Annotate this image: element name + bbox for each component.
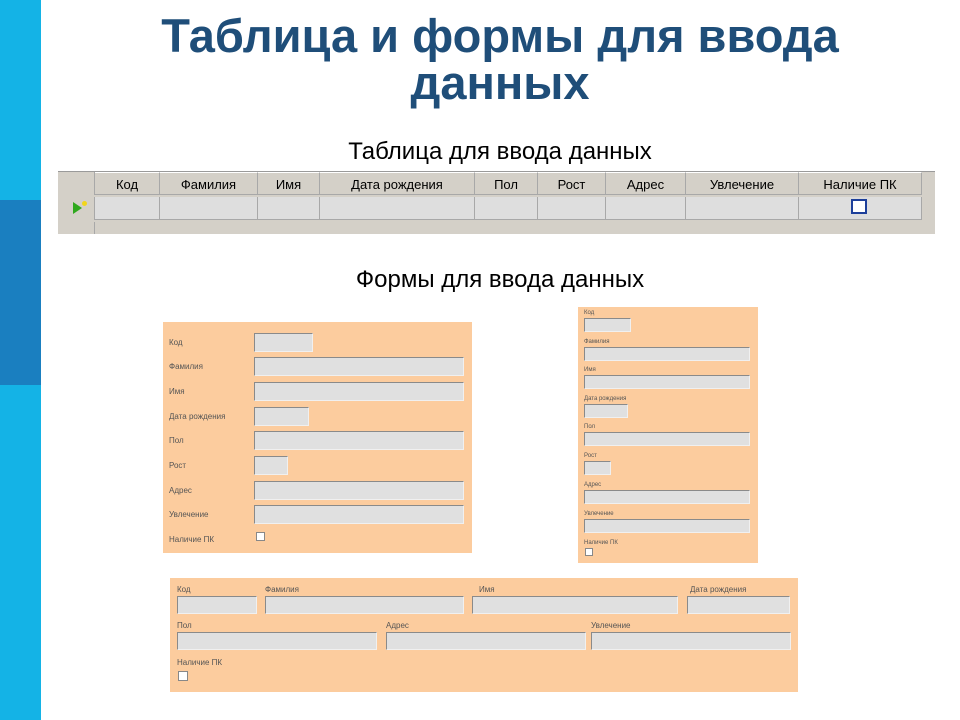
form3-field-pol[interactable] bbox=[177, 632, 377, 650]
form3-label-uvlechenie: Увлечение bbox=[591, 621, 631, 630]
form2-label-familiya: Фамилия bbox=[584, 339, 610, 345]
column-header-nalichie-pk[interactable]: Наличие ПК bbox=[799, 172, 922, 195]
form1-label-rost: Рост bbox=[169, 461, 187, 470]
form2-checkbox-nalichie-pk[interactable] bbox=[585, 548, 593, 556]
form3-label-imya: Имя bbox=[479, 585, 495, 594]
form-columnar bbox=[163, 322, 472, 553]
new-record-star-icon bbox=[82, 201, 87, 206]
form1-field-familiya[interactable] bbox=[254, 357, 464, 376]
form2-label-adres: Адрес bbox=[584, 482, 602, 488]
form2-label-data-rozhdeniya: Дата рождения bbox=[584, 396, 627, 402]
form1-field-imya[interactable] bbox=[254, 382, 464, 401]
form1-label-nalichie-pk: Наличие ПК bbox=[169, 535, 215, 544]
form1-field-adres[interactable] bbox=[254, 481, 464, 500]
row-selector-new[interactable] bbox=[58, 197, 95, 220]
form-stacked bbox=[578, 307, 758, 563]
table-empty-area bbox=[58, 222, 935, 234]
form2-label-nalichie-pk: Наличие ПК bbox=[584, 540, 618, 546]
form1-field-uvlechenie[interactable] bbox=[254, 505, 464, 524]
form2-field-uvlechenie[interactable] bbox=[584, 519, 750, 533]
form2-label-pol: Пол bbox=[584, 424, 596, 430]
column-header-kod[interactable]: Код bbox=[95, 172, 160, 195]
form3-checkbox-nalichie-pk[interactable] bbox=[178, 671, 188, 681]
datasheet-table bbox=[58, 171, 935, 234]
table-cell-data-rozhdeniya[interactable] bbox=[320, 197, 475, 220]
slide-title-line2: данных bbox=[410, 56, 590, 109]
table-cell-imya[interactable] bbox=[258, 197, 320, 220]
form2-label-imya: Имя bbox=[584, 367, 596, 373]
form1-label-adres: Адрес bbox=[169, 486, 192, 495]
form2-field-familiya[interactable] bbox=[584, 347, 750, 361]
form3-label-kod: Код bbox=[177, 585, 191, 594]
new-record-arrow-icon bbox=[73, 202, 82, 214]
form2-field-kod[interactable] bbox=[584, 318, 631, 332]
form3-field-data-rozhdeniya[interactable] bbox=[687, 596, 790, 614]
table-cell-kod[interactable] bbox=[95, 197, 160, 220]
form2-label-rost: Рост bbox=[584, 453, 597, 459]
form3-field-imya[interactable] bbox=[472, 596, 678, 614]
form3-field-kod[interactable] bbox=[177, 596, 257, 614]
form1-field-rost[interactable] bbox=[254, 456, 288, 475]
table-cell-uvlechenie[interactable] bbox=[686, 197, 799, 220]
form2-field-data-rozhdeniya[interactable] bbox=[584, 404, 628, 418]
form2-field-rost[interactable] bbox=[584, 461, 611, 475]
form3-label-familiya: Фамилия bbox=[265, 585, 299, 594]
form3-field-adres[interactable] bbox=[386, 632, 586, 650]
form3-label-nalichie-pk: Наличие ПК bbox=[177, 658, 223, 667]
column-header-imya[interactable]: Имя bbox=[258, 172, 320, 195]
form2-field-imya[interactable] bbox=[584, 375, 750, 389]
side-accent-block bbox=[0, 200, 41, 385]
table-caption: Таблица для ввода данных bbox=[348, 138, 652, 165]
form2-field-pol[interactable] bbox=[584, 432, 750, 446]
form1-field-kod[interactable] bbox=[254, 333, 313, 352]
forms-caption: Формы для ввода данных bbox=[355, 266, 645, 293]
row-selector-header bbox=[58, 172, 95, 195]
form1-label-data-rozhdeniya: Дата рождения bbox=[169, 412, 226, 421]
slide-title-line1: Таблица и формы для ввода bbox=[161, 9, 839, 62]
table-cell-familiya[interactable] bbox=[160, 197, 258, 220]
slide-title bbox=[60, 9, 940, 109]
form1-label-imya: Имя bbox=[169, 387, 185, 396]
form2-label-uvlechenie: Увлечение bbox=[584, 511, 614, 517]
column-header-data-rozhdeniya[interactable]: Дата рождения bbox=[320, 172, 475, 195]
table-cell-rost[interactable] bbox=[538, 197, 606, 220]
table-cell-adres[interactable] bbox=[606, 197, 686, 220]
form-tabular bbox=[170, 578, 798, 692]
form1-label-familiya: Фамилия bbox=[169, 362, 203, 371]
form1-label-kod: Код bbox=[169, 338, 183, 347]
form2-field-adres[interactable] bbox=[584, 490, 750, 504]
form1-field-data-rozhdeniya[interactable] bbox=[254, 407, 309, 426]
form1-checkbox-nalichie-pk[interactable] bbox=[256, 532, 265, 541]
row-selector-empty bbox=[58, 222, 95, 234]
form1-field-pol[interactable] bbox=[254, 431, 464, 450]
column-header-adres[interactable]: Адрес bbox=[606, 172, 686, 195]
form3-label-pol: Пол bbox=[177, 621, 192, 630]
column-header-familiya[interactable]: Фамилия bbox=[160, 172, 258, 195]
table-cell-pol[interactable] bbox=[475, 197, 538, 220]
form3-field-uvlechenie[interactable] bbox=[591, 632, 791, 650]
form2-label-kod: Код bbox=[584, 310, 595, 316]
form3-field-familiya[interactable] bbox=[265, 596, 464, 614]
form1-label-pol: Пол bbox=[169, 436, 184, 445]
column-header-rost[interactable]: Рост bbox=[538, 172, 606, 195]
column-header-pol[interactable]: Пол bbox=[475, 172, 538, 195]
column-header-uvlechenie[interactable]: Увлечение bbox=[686, 172, 799, 195]
form1-label-uvlechenie: Увлечение bbox=[169, 510, 209, 519]
form3-label-data-rozhdeniya: Дата рождения bbox=[690, 585, 747, 594]
form3-label-adres: Адрес bbox=[386, 621, 409, 630]
table-cell-nalichie-pk[interactable] bbox=[799, 197, 922, 220]
nalichie-pk-checkbox[interactable] bbox=[851, 199, 867, 214]
